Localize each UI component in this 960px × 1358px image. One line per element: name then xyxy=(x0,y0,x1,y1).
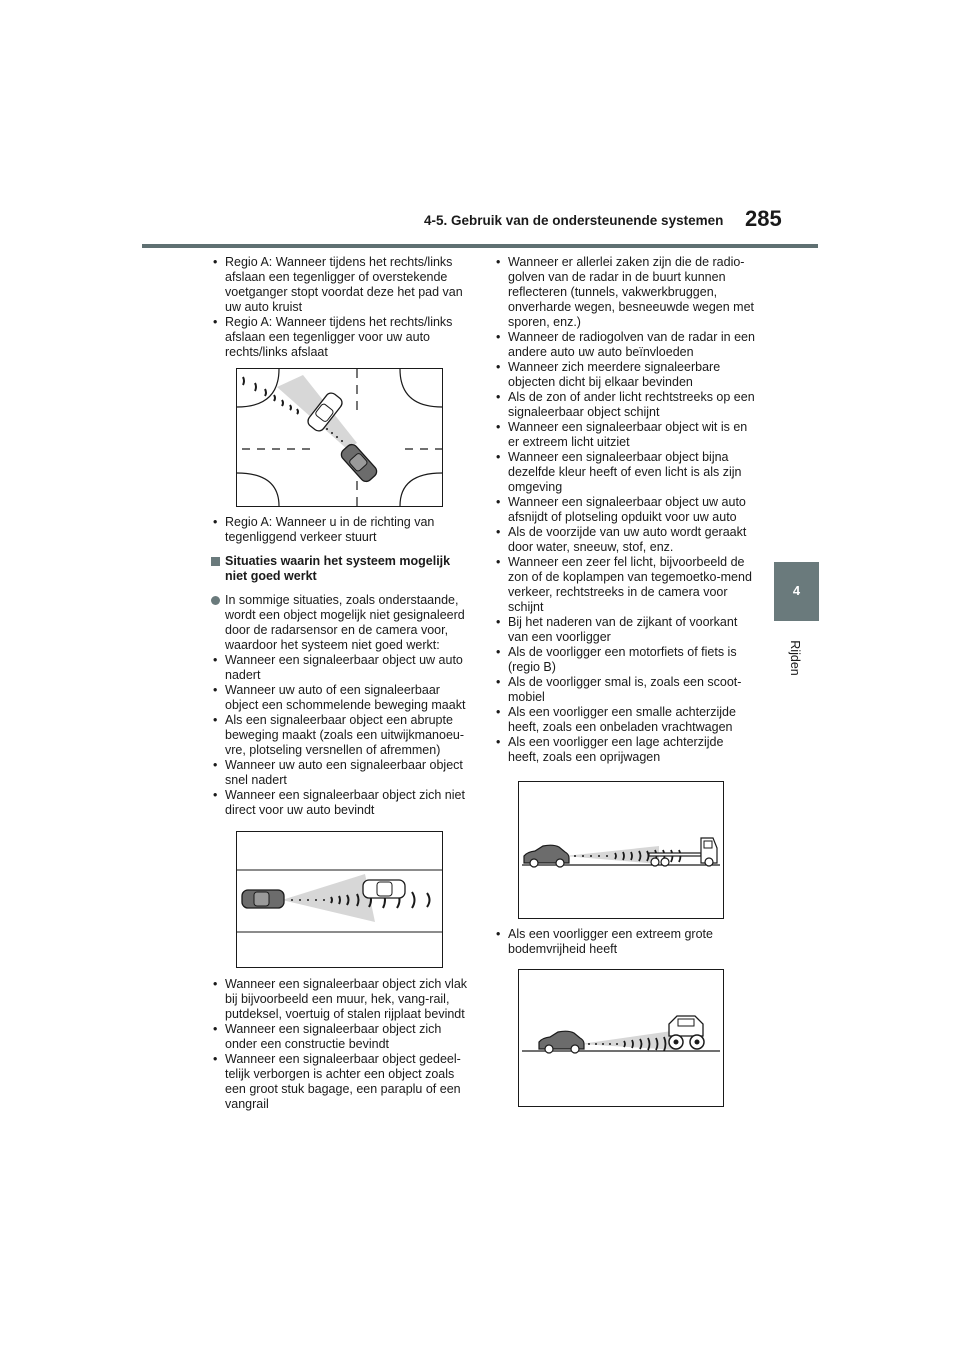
list-item: • Wanneer de radiogolven van de radar in een andere auto uw auto beïnvloeden xyxy=(494,330,758,360)
list-item: • Als de voorzijde van uw auto wordt geraakt door water, sneeuw, stof, enz. xyxy=(494,525,758,555)
intersection-figure xyxy=(236,368,443,507)
list-item: • Wanneer een signaleerbaar object zich onder een constructie bevindt xyxy=(211,1022,473,1052)
intersection-illustration xyxy=(237,369,442,506)
list-item: • Wanneer er allerlei zaken zijn die de radio-golven van de radar in de buurt kunnen reflecteren (tunnels, vakwerkbruggen, onverharde wegen, besneeuwde wegen met sporen, enz.) xyxy=(494,255,758,330)
list-item: • Wanneer een signaleerbaar object zich niet direct voor uw auto bevindt xyxy=(211,788,473,818)
lead-car xyxy=(363,880,405,898)
right-column xyxy=(494,255,758,1107)
chapter-label xyxy=(784,630,806,686)
section-heading xyxy=(211,554,473,584)
section-heading-text: Situaties waarin het systeem mogelijk niet goed werkt xyxy=(225,554,451,583)
list-item: • Regio A: Wanneer tijdens het rechts/links afslaan een tegenligger of overstekende voetganger stopt voordat deze het pad van uw auto kruist xyxy=(211,255,473,315)
list-item: • Wanneer een signaleerbaar object wit is en er extreem licht uitziet xyxy=(494,420,758,450)
list-item: • Wanneer een signaleerbaar object uw auto afsnijdt of plotseling opduikt voor uw auto xyxy=(494,495,758,525)
chapter-label-text: Rijden xyxy=(788,640,802,676)
section-intro-text: In sommige situaties, zoals onderstaande, wordt een object mogelijk niet gesignaleerd door de radarsensor en de camera voor, waardoor het systeem niet goed werkt: xyxy=(225,593,465,652)
list-item: • Wanneer een signaleerbaar object zich vlak bij bijvoorbeeld een muur, hek, vang-rail, putdeksel, voertuig of stalen rijplaat bevindt xyxy=(211,977,473,1022)
section-intro xyxy=(211,593,473,653)
high-clearance-figure xyxy=(518,969,724,1107)
situation-bullet-list xyxy=(211,653,473,818)
intro-bullet-list xyxy=(211,255,473,360)
chapter-number: 4 xyxy=(792,583,801,598)
page-number: 285 xyxy=(745,206,782,231)
high-clearance-vehicle xyxy=(669,1016,704,1049)
offset-vehicle-illustration xyxy=(237,832,442,967)
list-item: • Als de voorligger smal is, zoals een scoot-mobiel xyxy=(494,675,758,705)
list-item: • Regio A: Wanneer tijdens het rechts/links afslaan een tegenligger voor uw auto rechts/links afslaat xyxy=(211,315,473,360)
list-item: • Als de zon of ander licht rechtstreeks op een signaleerbaar object schijnt xyxy=(494,390,758,420)
list-item: • Wanneer een signaleerbaar object bijna dezelfde kleur heeft of even licht is als zijn omgeving xyxy=(494,450,758,495)
list-item: • Als een voorligger een lage achterzijde heeft, zoals een oprijwagen xyxy=(494,735,758,765)
list-item: • Regio A: Wanneer u in de richting van tegenliggend verkeer stuurt xyxy=(211,515,473,545)
right-bullet-list xyxy=(494,255,758,765)
own-car xyxy=(524,845,569,867)
truck xyxy=(649,838,717,866)
header-divider xyxy=(142,244,818,248)
radar-beam xyxy=(282,874,375,922)
left-column xyxy=(211,255,473,1112)
list-item: • Bij het naderen van de zijkant of voorkant van een voorligger xyxy=(494,615,758,645)
list-item: • Als de voorligger een motorfiets of fiets is (regio B) xyxy=(494,645,758,675)
own-car xyxy=(242,890,284,908)
list-item: • Wanneer een signaleerbaar object uw auto nadert xyxy=(211,653,473,683)
square-bullet-icon xyxy=(211,557,220,566)
list-item: • Als een voorligger een extreem grote bodemvrijheid heeft xyxy=(494,927,758,957)
list-item: • Als een voorligger een smalle achterzijde heeft, zoals een onbeladen vrachtwagen xyxy=(494,705,758,735)
section-header-title: 4-5. Gebruik van de ondersteunende systemen xyxy=(424,213,724,228)
chapter-tab[interactable] xyxy=(774,562,819,621)
list-item: • Als een signaleerbaar object een abrupte beweging maakt (zoals een uitwijkmanoeu-vre, plotseling versnellen of afremmen) xyxy=(211,713,473,758)
radar-beam xyxy=(565,846,659,864)
offset-vehicle-figure xyxy=(236,831,443,968)
own-car xyxy=(539,1031,584,1053)
list-item: • Wanneer uw auto of een signaleerbaar object een schommelende beweging maakt xyxy=(211,683,473,713)
after-figure-bullet-list xyxy=(494,927,758,957)
list-item: • Wanneer een zeer fel licht, bijvoorbeeld de zon of de koplampen van tegemoetko-mend verkeer, rechtstreeks in de camera voor schijnt xyxy=(494,555,758,615)
truck-figure xyxy=(518,781,724,919)
list-item: • Wanneer zich meerdere signaleerbare objecten dicht bij elkaar bevinden xyxy=(494,360,758,390)
list-item: • Wanneer uw auto een signaleerbaar object snel nadert xyxy=(211,758,473,788)
truck-illustration xyxy=(519,782,723,918)
high-clearance-illustration xyxy=(519,970,723,1106)
after-figure-bullet-list xyxy=(211,515,473,545)
after-figure2-bullet-list xyxy=(211,977,473,1112)
own-car xyxy=(339,442,379,484)
circle-bullet-icon xyxy=(211,596,220,605)
list-item: • Wanneer een signaleerbaar object gedeel-telijk verborgen is achter een object zoals een groot stuk bagage, een paraplu of een vangrail xyxy=(211,1052,473,1112)
